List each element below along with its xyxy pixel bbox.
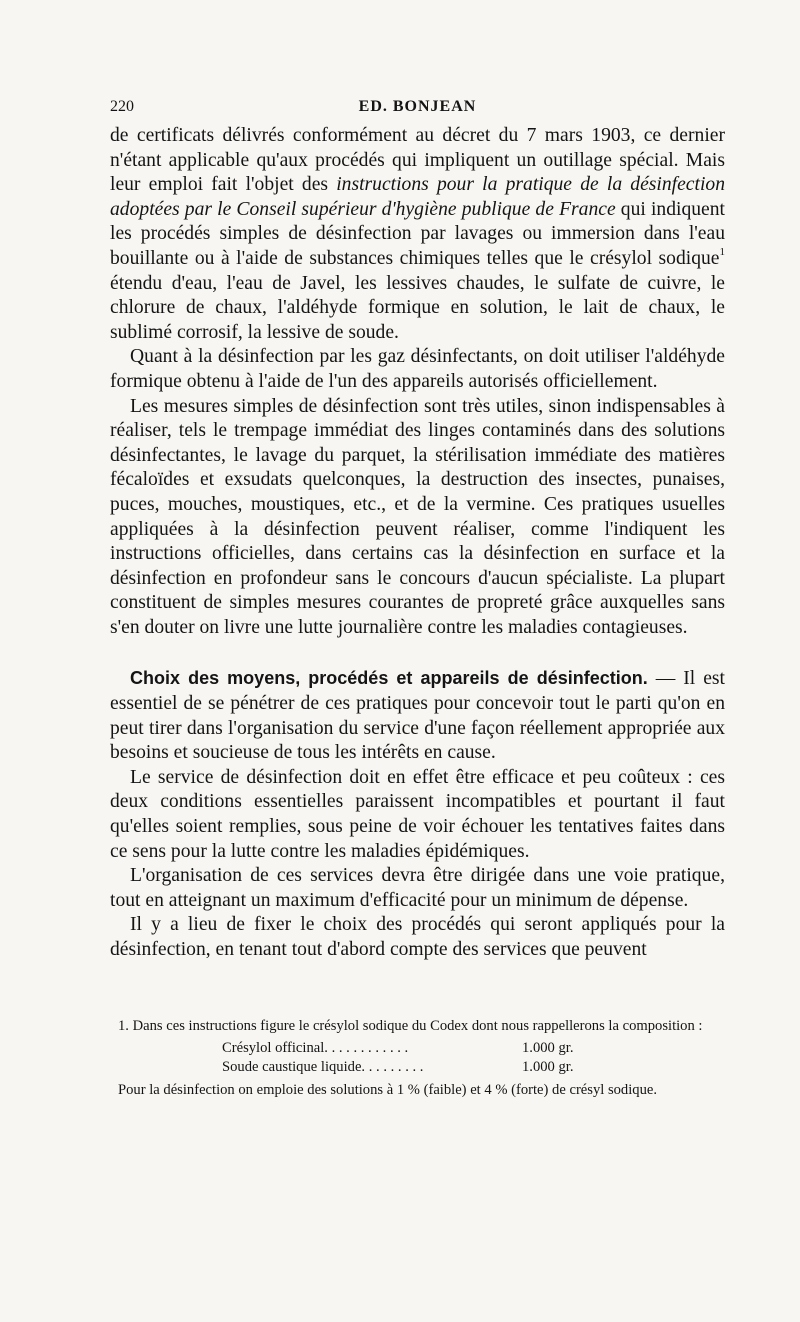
paragraph-1-part-b: qui indiquent les procédés simples de désinfection par lavages ou immersion dans l'eau bouillante ou à l'aide de substances chimiques telles que le crésylol sodique	[110, 198, 725, 269]
formula-ingredient: Soude caustique liquide. . . . . . . . .	[222, 1059, 424, 1075]
main-text	[110, 124, 725, 963]
page-header	[110, 98, 725, 124]
paragraph-5: Le service de désinfection doit en effet être efficace et peu coûteux : ces deux conditions essentielles paraissent incompatibles et pourtant il faut qu'elles soient remplies, sous peine de voir échouer les tentatives faites dans ce sens pour la lutte contre les maladies épidémiques.	[110, 766, 725, 862]
footnotes	[110, 1017, 725, 1100]
paragraph-2: Quant à la désinfection par les gaz désinfectants, on doit utiliser l'aldéhyde formique obtenu à l'aide de l'un des appareils autorisés officiellement.	[110, 346, 725, 392]
formula-row	[110, 1058, 602, 1077]
running-head: ED. BONJEAN	[358, 98, 477, 115]
paragraph-1-part-c: étendu d'eau, l'eau de Javel, les lessives chaudes, le sulfate de cuivre, le chlorure de chaux, l'aldéhyde formique en solution, le lait de chaux, le sublimé corrosif, la lessive de soude.	[110, 272, 725, 343]
paragraph-7: Il y a lieu de fixer le choix des procédés qui seront appliqués pour la désinfection, en tenant tout d'abord compte des services que peuvent	[110, 914, 725, 960]
formula-quantity: 1.000 gr.	[522, 1040, 574, 1056]
footnote-number: 1.	[118, 1018, 129, 1034]
page-number: 220	[110, 98, 134, 115]
paragraph-1	[110, 124, 725, 345]
paragraph-4	[110, 666, 725, 765]
composition-formula	[110, 1039, 725, 1077]
formula-row	[110, 1039, 602, 1058]
paragraph-3: Les mesures simples de désinfection sont très utiles, sinon indispensables à réaliser, tels le trempage immédiat des linges contaminés dans des solutions désinfectantes, le lavage du parquet, la stérilisation immédiate des matières fécaloïdes et exsudats quelconques, la destruction des insectes, punaises, puces, mouches, moustiques, etc., et de la vermine. Ces pratiques usuelles appliquées à la désinfection peuvent réaliser, comme l'indiquent les instructions officielles, dans certains cas la désinfection en surface et la désinfection en profondeur sans le concours d'aucun spécialiste. La plupart constituent de simples mesures courantes de propreté grâce auxquelles sans s'en douter on livre une lutte journalière contre les maladies contagieuses.	[110, 395, 725, 638]
footnote-text: Dans ces instructions figure le crésylol sodique du Codex dont nous rappellerons la composition :	[132, 1018, 703, 1034]
paragraph-6: L'organisation de ces services devra être dirigée dans une voie pratique, tout en atteignant un maximum d'efficacité pour un minimum de dépense.	[110, 865, 725, 911]
footnote-ref: 1	[719, 245, 725, 258]
paragraph-1-part-a: de certificats délivrés conformément au décret du 7 mars 1903, ce dernier n'étant applicable qu'aux procédés qui impliquent un outillage spécial. Mais leur emploi fait l'objet des	[110, 125, 725, 196]
footnote-text-2: Pour la désinfection on emploie des solutions à 1 % (faible) et 4 % (forte) de crésyl sodique.	[118, 1082, 658, 1098]
section-title: Choix des moyens, procédés et appareils de désinfection.	[130, 668, 648, 689]
footnote-1	[110, 1017, 725, 1036]
formula-quantity: 1.000 gr.	[522, 1059, 574, 1075]
paragraph-1-italic: instructions pour la pratique de la désinfection adoptées par le Conseil supérieur d'hygiène publique de France	[110, 174, 725, 220]
paragraph-4-text: — Il est essentiel de se pénétrer de ces pratiques pour concevoir tout le parti qu'on en peut tirer dans l'organisation du service d'une façon réellement appropriée aux besoins et soucieuse de tous les intérêts en cause.	[110, 668, 726, 764]
formula-ingredient: Crésylol officinal. . . . . . . . . . . .	[222, 1040, 409, 1056]
